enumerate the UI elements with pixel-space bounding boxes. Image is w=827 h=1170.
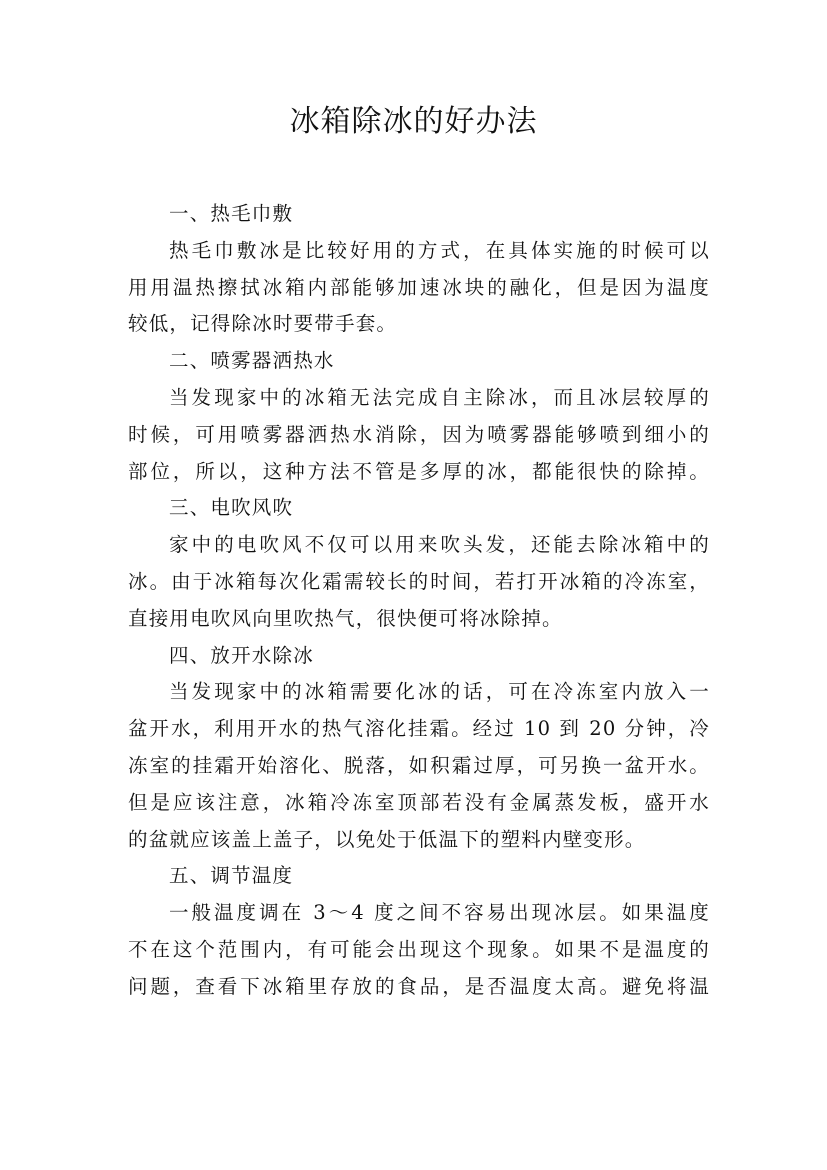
text-line: 较低，记得除冰时要带手套。 bbox=[128, 312, 398, 336]
text-line: 家中的电吹风不仅可以用来吹头发，还能去除冰箱中的 bbox=[169, 533, 710, 557]
text-line: 热毛巾敷冰是比较好用的方式，在具体实施的时候可以 bbox=[169, 238, 710, 262]
text-line: 问题，查看下冰箱里存放的食品，是否温度太高。避免将温 bbox=[128, 974, 710, 998]
text-line: 一般温度调在 3～4 度之间不容易出现冰层。如果温度 bbox=[169, 901, 710, 925]
text-line: 冰。由于冰箱每次化霜需较长的时间，若打开冰箱的冷冻室， bbox=[128, 569, 710, 593]
document-title: 冰箱除冰的好办法 bbox=[289, 104, 538, 139]
text-line: 不在这个范围内，有可能会出现这个现象。如果不是温度的 bbox=[128, 937, 710, 961]
document-body bbox=[128, 196, 710, 1006]
text-line: 直接用电吹风向里吹热气，很快便可将冰除掉。 bbox=[128, 606, 563, 630]
text-line: 一、热毛巾敷 bbox=[169, 202, 294, 225]
text-line: 二、喷雾器洒热水 bbox=[169, 349, 335, 373]
text-line: 五、调节温度 bbox=[169, 864, 294, 888]
text-line: 当发现家中的冰箱需要化冰的话，可在冷冻室内放入一 bbox=[169, 680, 710, 704]
text-line: 三、电吹风吹 bbox=[169, 496, 294, 520]
text-line: 四、放开水除冰 bbox=[169, 643, 314, 667]
text-line: 盆开水，利用开水的热气溶化挂霜。经过 10 到 20 分钟，冷 bbox=[128, 717, 710, 741]
text-line: 的盆就应该盖上盖子，以免处于低温下的塑料内壁变形。 bbox=[128, 827, 646, 851]
text-line: 冻室的挂霜开始溶化、脱落，如积霜过厚，可另换一盆开水。 bbox=[128, 753, 710, 777]
text-line: 时候，可用喷雾器洒热水消除，因为喷雾器能够喷到细小的 bbox=[128, 422, 710, 446]
text-line: 用用温热擦拭冰箱内部能够加速冰块的融化，但是因为温度 bbox=[128, 275, 710, 299]
text-line: 当发现家中的冰箱无法完成自主除冰，而且冰层较厚的 bbox=[169, 385, 710, 409]
text-line: 部位，所以，这种方法不管是多厚的冰，都能很快的除掉。 bbox=[128, 459, 710, 483]
text-line: 但是应该注意，冰箱冷冻室顶部若没有金属蒸发板，盛开水 bbox=[128, 790, 710, 814]
